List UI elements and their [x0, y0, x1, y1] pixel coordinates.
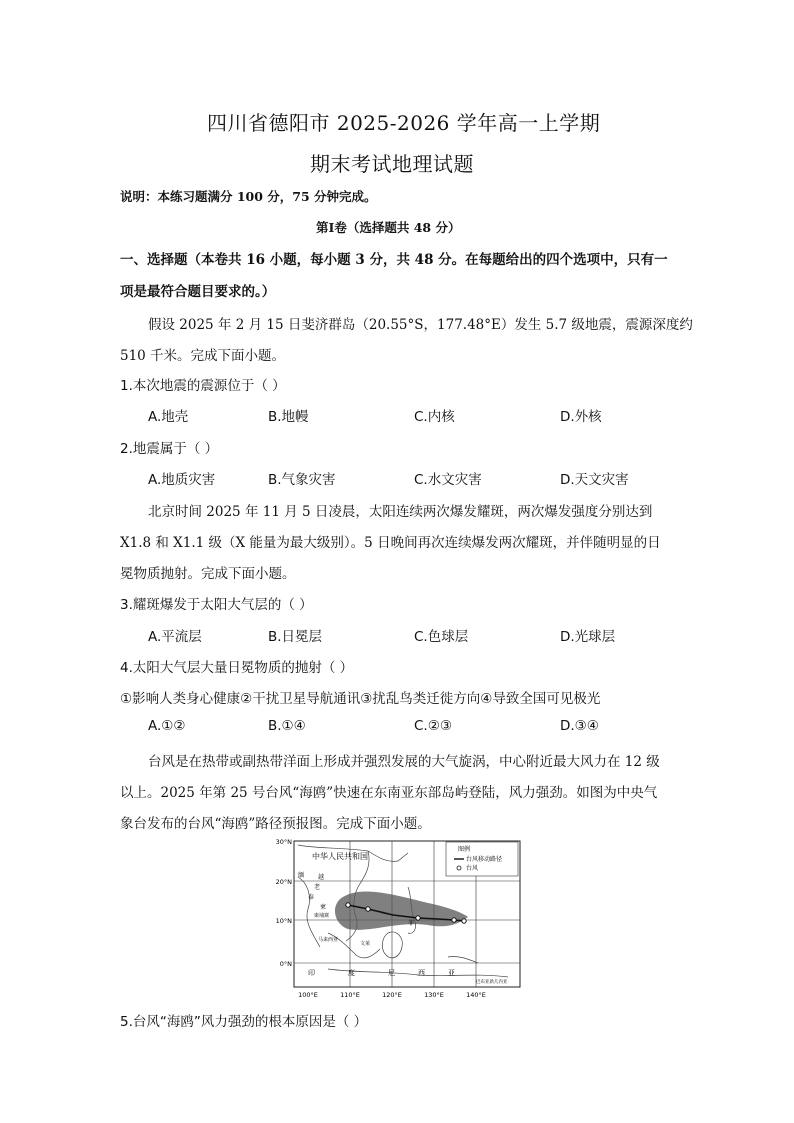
- svg-text:100°E: 100°E: [298, 991, 318, 999]
- question-4-stem: 4.太阳大气层大量日冕物质的抛射（ ）: [120, 660, 354, 676]
- q3-option-a[interactable]: A.平流层: [148, 629, 202, 645]
- q1-option-a[interactable]: A.地壳: [148, 409, 189, 425]
- place-label: 泰: [308, 894, 315, 901]
- place-label: 老: [314, 884, 321, 891]
- q2-option-d[interactable]: D.天文灾害: [560, 472, 629, 488]
- passage1-line2: 510 千米。完成下面小题。: [120, 348, 286, 364]
- svg-text:130°E: 130°E: [424, 991, 444, 999]
- place-label: 柬埔寨: [314, 913, 330, 919]
- place-label: 柬: [320, 904, 327, 911]
- legend-typhoon-label: 台风: [466, 865, 479, 872]
- passage2-line1: 北京时间 2025 年 11 月 5 日凌晨，太阳连续两次爆发耀斑，两次爆发强度分别达到: [148, 504, 653, 520]
- map-legend: [446, 842, 518, 876]
- question-5-stem: 5.台风“海鸥”风力强劲的根本原因是（ ）: [120, 1014, 368, 1030]
- document-title-line2: 期末考试地理试题: [310, 152, 474, 176]
- svg-text:120°E: 120°E: [382, 991, 402, 999]
- place-label: 文莱: [360, 941, 371, 947]
- place-label: 马来西亚: [318, 937, 339, 943]
- svg-text:140°E: 140°E: [466, 991, 486, 999]
- instructions-line2: 项是最符合题目要求的。）: [120, 284, 276, 300]
- q1-option-c[interactable]: C.内核: [414, 409, 455, 425]
- typhoon-track-map: [268, 837, 524, 1003]
- map-region-label: 中华人民共和国: [312, 852, 368, 861]
- q1-option-d[interactable]: D.外核: [560, 409, 602, 425]
- passage2-line2: X1.8 和 X1.1 级（X 能量为最大级别）。5 日晚间再次连续爆发两次耀斑，并伴随明显的日: [120, 535, 661, 551]
- legend-track-label: 台风移动路径: [466, 856, 503, 863]
- legend-title: 图例: [458, 846, 471, 853]
- q4-option-c[interactable]: C.②③: [414, 718, 452, 734]
- q4-option-a[interactable]: A.①②: [148, 718, 186, 734]
- svg-text:20°N: 20°N: [275, 878, 292, 886]
- passage3-line1: 台风是在热带或副热带洋面上形成并强烈发展的大气旋涡，中心附近最大风力在 12 级: [148, 754, 660, 770]
- svg-text:30°N: 30°N: [275, 838, 292, 846]
- question-4-statements: ①影响人类身心健康②干扰卫星导航通讯③扰乱鸟类迁徙方向④导致全国可见极光: [120, 691, 601, 707]
- svg-text:110°E: 110°E: [340, 991, 360, 999]
- svg-text:印: 印: [308, 969, 315, 977]
- q2-option-b[interactable]: B.气象灾害: [268, 472, 336, 488]
- instructions-line1: 一、选择题（本卷共 16 小题，每小题 3 分，共 48 分。在每题给出的四个选项中，只有一: [120, 252, 668, 268]
- q2-option-c[interactable]: C.水文灾害: [414, 472, 482, 488]
- q1-option-b[interactable]: B.地幔: [268, 409, 309, 425]
- q2-option-a[interactable]: A.地质灾害: [148, 472, 216, 488]
- svg-text:10°N: 10°N: [275, 917, 292, 925]
- svg-text:西: 西: [418, 969, 425, 977]
- document-title-line1: 四川省德阳市 2025-2026 学年高一上学期: [207, 111, 601, 135]
- passage1-line1: 假设 2025 年 2 月 15 日斐济群岛（20.55°S，177.48°E）发生 5.7 级地震，震源深度约: [148, 317, 693, 333]
- passage3-line2: 以上。2025 年第 25 号台风“海鸥”快速在东南亚东部岛屿登陆，风力强劲。如图为中央气: [120, 785, 658, 801]
- svg-text:度: 度: [348, 969, 355, 977]
- question-1-stem: 1.本次地震的震源位于（ ）: [120, 378, 286, 394]
- svg-text:尼: 尼: [388, 969, 395, 977]
- section-heading: 第Ⅰ卷（选择题共 48 分）: [316, 220, 461, 235]
- q4-option-b[interactable]: B.①④: [268, 718, 306, 734]
- svg-text:0°N: 0°N: [279, 960, 292, 968]
- longitude-labels: [298, 991, 486, 999]
- q3-option-b[interactable]: B.日冕层: [268, 629, 323, 645]
- passage3-line3: 象台发布的台风“海鸥”路径预报图。完成下面小题。: [120, 816, 431, 832]
- place-label: 缅: [298, 872, 305, 879]
- q3-option-d[interactable]: D.光球层: [560, 629, 616, 645]
- place-label: 菲: [408, 920, 415, 927]
- latitude-labels: [276, 838, 293, 968]
- question-3-stem: 3.耀斑爆发于太阳大气层的（ ）: [120, 597, 313, 613]
- q3-option-c[interactable]: C.色球层: [414, 629, 469, 645]
- place-label: 越: [318, 874, 325, 881]
- exam-note: 说明：本练习题满分 100 分，75 分钟完成。: [120, 189, 377, 204]
- svg-text:亚: 亚: [448, 969, 455, 977]
- question-2-stem: 2.地震属于（ ）: [120, 441, 219, 457]
- passage2-line3: 冕物质抛射。完成下面小题。: [120, 566, 296, 582]
- place-label: 巴布亚新几内亚: [476, 980, 508, 985]
- q4-option-d[interactable]: D.③④: [560, 718, 599, 734]
